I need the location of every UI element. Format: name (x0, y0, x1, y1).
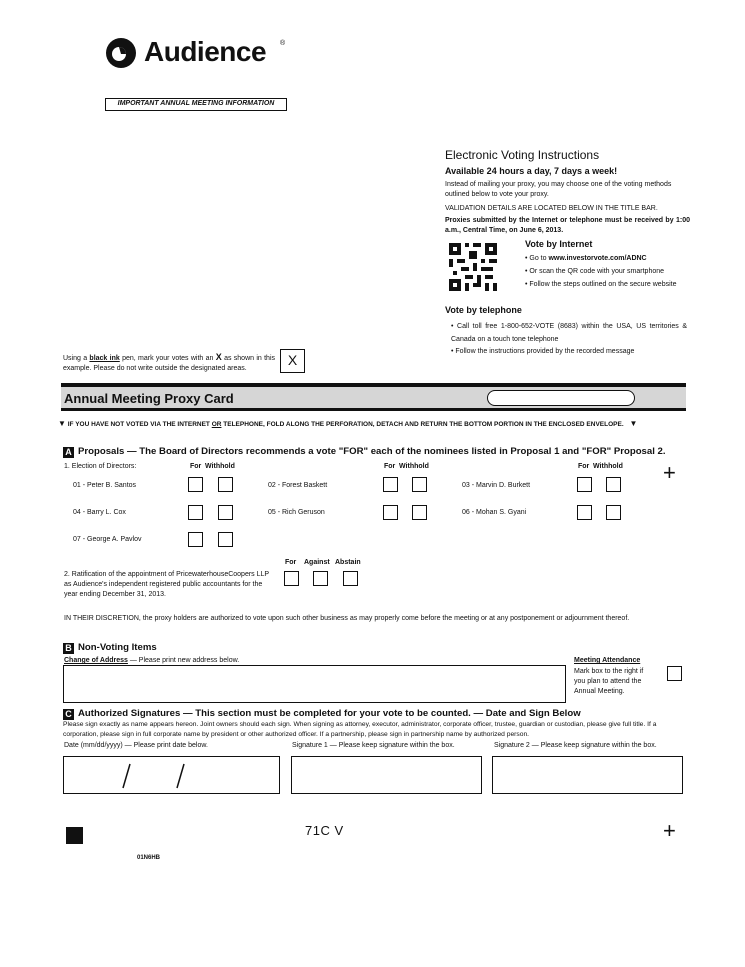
signature-2-label: Signature 2 — Please keep signature within the box. (494, 742, 657, 749)
validation-details-field (487, 390, 635, 406)
fold-note-or: OR (211, 421, 222, 428)
date-label: Date (mm/dd/yyyy) — Please print date below. (64, 742, 208, 749)
registration-square-icon (66, 827, 83, 844)
meeting-attendance-text: Mark box to the right if you plan to attend the Annual Meeting. (574, 668, 644, 695)
col-for-3: For (578, 463, 590, 470)
nominee-label: 03 - Marvin D. Burkett (462, 482, 531, 489)
proposal-2-against-checkbox[interactable] (313, 571, 328, 586)
nominee-label: 05 - Rich Geruson (268, 509, 325, 516)
meeting-attendance-title: Meeting Attendance (574, 657, 641, 664)
nominee-label: 01 - Peter B. Santos (73, 482, 137, 489)
col2-for: For (285, 559, 297, 566)
ink-note-x: X (215, 352, 222, 362)
vote-internet-title: Vote by Internet (525, 239, 593, 249)
proposal-2-for-checkbox[interactable] (284, 571, 299, 586)
signature-1-field[interactable] (291, 756, 482, 794)
example-mark-box: X (280, 349, 305, 373)
ink-note-ink: black ink (89, 355, 120, 362)
change-address-hint: — Please print new address below. (127, 657, 240, 664)
nominee-04-withhold-checkbox[interactable] (218, 505, 233, 520)
vote-telephone-step1: • Call toll free 1-800-652-VOTE (8683) within the USA, US territories & Canada on a touch tone telephone (451, 323, 687, 343)
section-c-icon: C (63, 709, 74, 720)
fold-note-post: TELEPHONE, FOLD ALONG THE PERFORATION, DETACH AND RETURN THE BOTTOM PORTION IN THE ENCLOSED ENVELOPE. (221, 421, 624, 428)
nominee-label: 07 - George A. Pavlov (73, 536, 142, 543)
section-b-heading: Non-Voting Items (78, 642, 157, 653)
nominee-07-withhold-checkbox[interactable] (218, 532, 233, 547)
signature-instructions: Please sign exactly as name appears hereon. Joint owners should each sign. When signing as attorney, executor, administrator, corporate officer, trustee, guardian or custodian, please give full title. If a corporation, please sign in full corporate name by president or other authorized officer. If a partnership, please sign in partnership name by authorized person. (63, 721, 657, 738)
col2-abstain: Abstain (335, 559, 361, 566)
plus-mark-bottom-icon: + (663, 818, 676, 843)
section-a-icon: A (63, 447, 74, 458)
meeting-attendance-checkbox[interactable] (667, 666, 682, 681)
nominee-07-for-checkbox[interactable] (188, 532, 203, 547)
nominee-03-for-checkbox[interactable] (577, 477, 592, 492)
nominee-label: 06 - Mohan S. Gyani (462, 509, 527, 516)
vote-internet-step1-text: • Go to (525, 255, 549, 262)
evi-validation: VALIDATION DETAILS ARE LOCATED BELOW IN THE TITLE BAR. (445, 205, 658, 212)
col2-against: Against (304, 559, 330, 566)
vote-internet-step3: • Follow the steps outlined on the secure website (525, 281, 677, 288)
signature-2-field[interactable] (492, 756, 683, 794)
ink-note-pre: Using a (63, 355, 90, 362)
col-for-1: For (190, 463, 202, 470)
audience-logo-icon (104, 36, 138, 70)
vote-internet-step1 (525, 254, 647, 264)
evi-intro: Instead of mailing your proxy, you may choose one of the voting methods outlined below to vote your proxy. (445, 181, 672, 198)
vote-telephone-step2: • Follow the instructions provided by the recorded message (451, 348, 635, 355)
proposal-2-label: 2. Ratification of the appointment of PricewaterhouseCoopers LLP as Audience's independent registered public accountants for the year ending December 31, 2013. (64, 571, 269, 598)
investorvote-link[interactable]: www.investorvote.com/ADNC (548, 255, 647, 262)
nominee-04-for-checkbox[interactable] (188, 505, 203, 520)
logo-registered-mark: ® (280, 40, 286, 47)
nominee-05-for-checkbox[interactable] (383, 505, 398, 520)
fold-arrow-left-icon: ▼ (58, 419, 66, 428)
title-bar-text: Annual Meeting Proxy Card (64, 391, 234, 406)
evi-deadline: Proxies submitted by the Internet or telephone must be received by 1:00 a.m., Central Time, on June 6, 2013. (445, 217, 690, 234)
col-for-2: For (384, 463, 396, 470)
important-label: IMPORTANT ANNUAL MEETING INFORMATION (105, 98, 287, 111)
ink-note (63, 352, 275, 374)
nominee-01-for-checkbox[interactable] (188, 477, 203, 492)
change-address-title: Change of Address (64, 657, 128, 664)
section-c-heading: Authorized Signatures — This section must be completed for your vote to be counted. — Date and Sign Below (78, 708, 581, 719)
fold-arrow-right-icon: ▼ (629, 419, 638, 428)
nominee-05-withhold-checkbox[interactable] (412, 505, 427, 520)
nominee-label: 04 - Barry L. Cox (73, 509, 126, 516)
logo-text: Audience (144, 36, 267, 67)
fold-note-pre: IF YOU HAVE NOT VOTED VIA THE INTERNET (67, 421, 212, 428)
nominee-06-withhold-checkbox[interactable] (606, 505, 621, 520)
col-withhold-2: Withhold (399, 463, 429, 470)
plus-mark-top-icon: + (663, 460, 676, 485)
signature-1-label: Signature 1 — Please keep signature within the box. (292, 742, 455, 749)
date-field[interactable] (63, 756, 280, 794)
date-separators-icon (64, 757, 278, 792)
evi-title: Electronic Voting Instructions (445, 148, 600, 162)
section-a-heading: Proposals — The Board of Directors recommends a vote "FOR" each of the nominees listed in Proposal 1 and "FOR" Proposal 2. (78, 446, 666, 457)
evi-available: Available 24 hours a day, 7 days a week! (445, 166, 618, 176)
nominee-label: 02 - Forest Baskett (268, 482, 328, 489)
footer-code: 71C V (305, 823, 344, 838)
logo (104, 34, 294, 74)
qr-code-icon[interactable] (449, 243, 497, 291)
fold-note (58, 419, 637, 430)
vote-internet-step2: • Or scan the QR code with your smartphone (525, 268, 665, 275)
nominee-02-for-checkbox[interactable] (383, 477, 398, 492)
election-label: 1. Election of Directors: (64, 463, 137, 470)
nominee-06-for-checkbox[interactable] (577, 505, 592, 520)
proposal-2-abstain-checkbox[interactable] (343, 571, 358, 586)
nominee-03-withhold-checkbox[interactable] (606, 477, 621, 492)
nominee-02-withhold-checkbox[interactable] (412, 477, 427, 492)
discretion-note: IN THEIR DISCRETION, the proxy holders are authorized to vote upon such other business as may properly come before the meeting or at any postponement or adjournment thereof. (64, 615, 630, 622)
col-withhold-1: Withhold (205, 463, 235, 470)
ink-note-post: as shown in this example. Please do not write outside the designated areas. (63, 355, 275, 372)
change-address-field[interactable] (63, 665, 566, 703)
section-b-icon: B (63, 643, 74, 654)
vote-telephone-title: Vote by telephone (445, 305, 522, 315)
col-withhold-3: Withhold (593, 463, 623, 470)
ink-note-mid: pen, mark your votes with an (119, 355, 216, 362)
title-bar (61, 383, 686, 411)
nominee-01-withhold-checkbox[interactable] (218, 477, 233, 492)
footer-small-code: 01N6HB (137, 855, 161, 861)
